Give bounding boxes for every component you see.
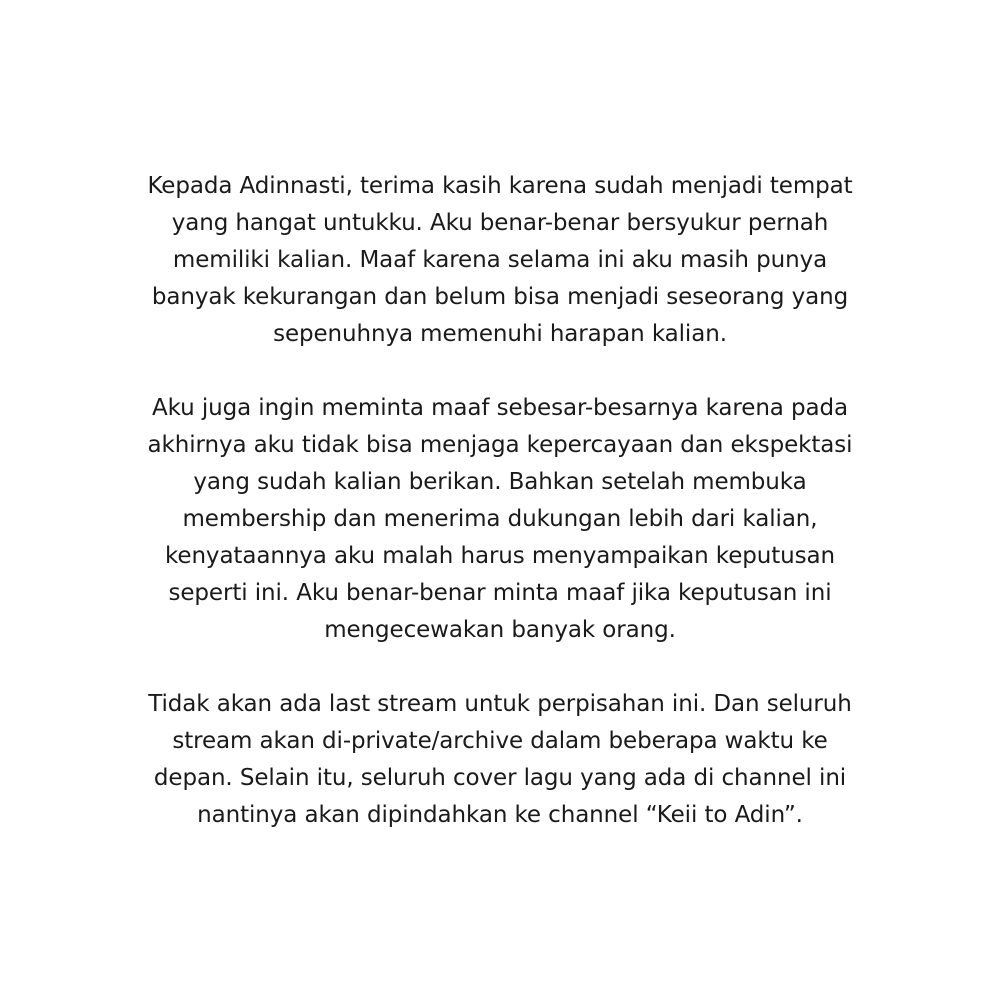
- letter-body: [70, 168, 930, 834]
- text-line: mengecewakan banyak orang.: [324, 617, 676, 643]
- text-line: memiliki kalian. Maaf karena selama ini aku masih punya: [172, 247, 828, 273]
- text-line: yang hangat untukku. Aku benar-benar bersyukur pernah: [171, 210, 829, 236]
- text-line: kenyataannya aku malah harus menyampaikan keputusan: [165, 543, 835, 569]
- paragraph-spacer: [70, 649, 930, 686]
- paragraph-announcement: [70, 686, 930, 834]
- text-line: depan. Selain itu, seluruh cover lagu yang ada di channel ini: [153, 765, 847, 791]
- text-line: sepenuhnya memenuhi harapan kalian.: [273, 321, 727, 347]
- paragraph-thanks: [70, 168, 930, 353]
- text-line: Aku juga ingin meminta maaf sebesar-besarnya karena pada: [151, 395, 848, 421]
- text-line: Tidak akan ada last stream untuk perpisahan ini. Dan seluruh: [148, 691, 852, 717]
- text-line: seperti ini. Aku benar-benar minta maaf jika keputusan ini: [168, 580, 832, 606]
- text-line: yang sudah kalian berikan. Bahkan setelah membuka: [193, 469, 807, 495]
- text-line: nantinya akan dipindahkan ke channel “Keii to Adin”.: [197, 802, 803, 828]
- text-line: akhirnya aku tidak bisa menjaga kepercayaan dan ekspektasi: [147, 432, 853, 458]
- text-line: membership dan menerima dukungan lebih dari kalian,: [182, 506, 818, 532]
- text-line: stream akan di-private/archive dalam beberapa waktu ke: [172, 728, 828, 754]
- text-line: banyak kekurangan dan belum bisa menjadi seseorang yang: [151, 284, 849, 310]
- text-line: Kepada Adinnasti, terima kasih karena sudah menjadi tempat: [147, 173, 853, 199]
- paragraph-apology: [70, 390, 930, 649]
- paragraph-spacer: [70, 353, 930, 390]
